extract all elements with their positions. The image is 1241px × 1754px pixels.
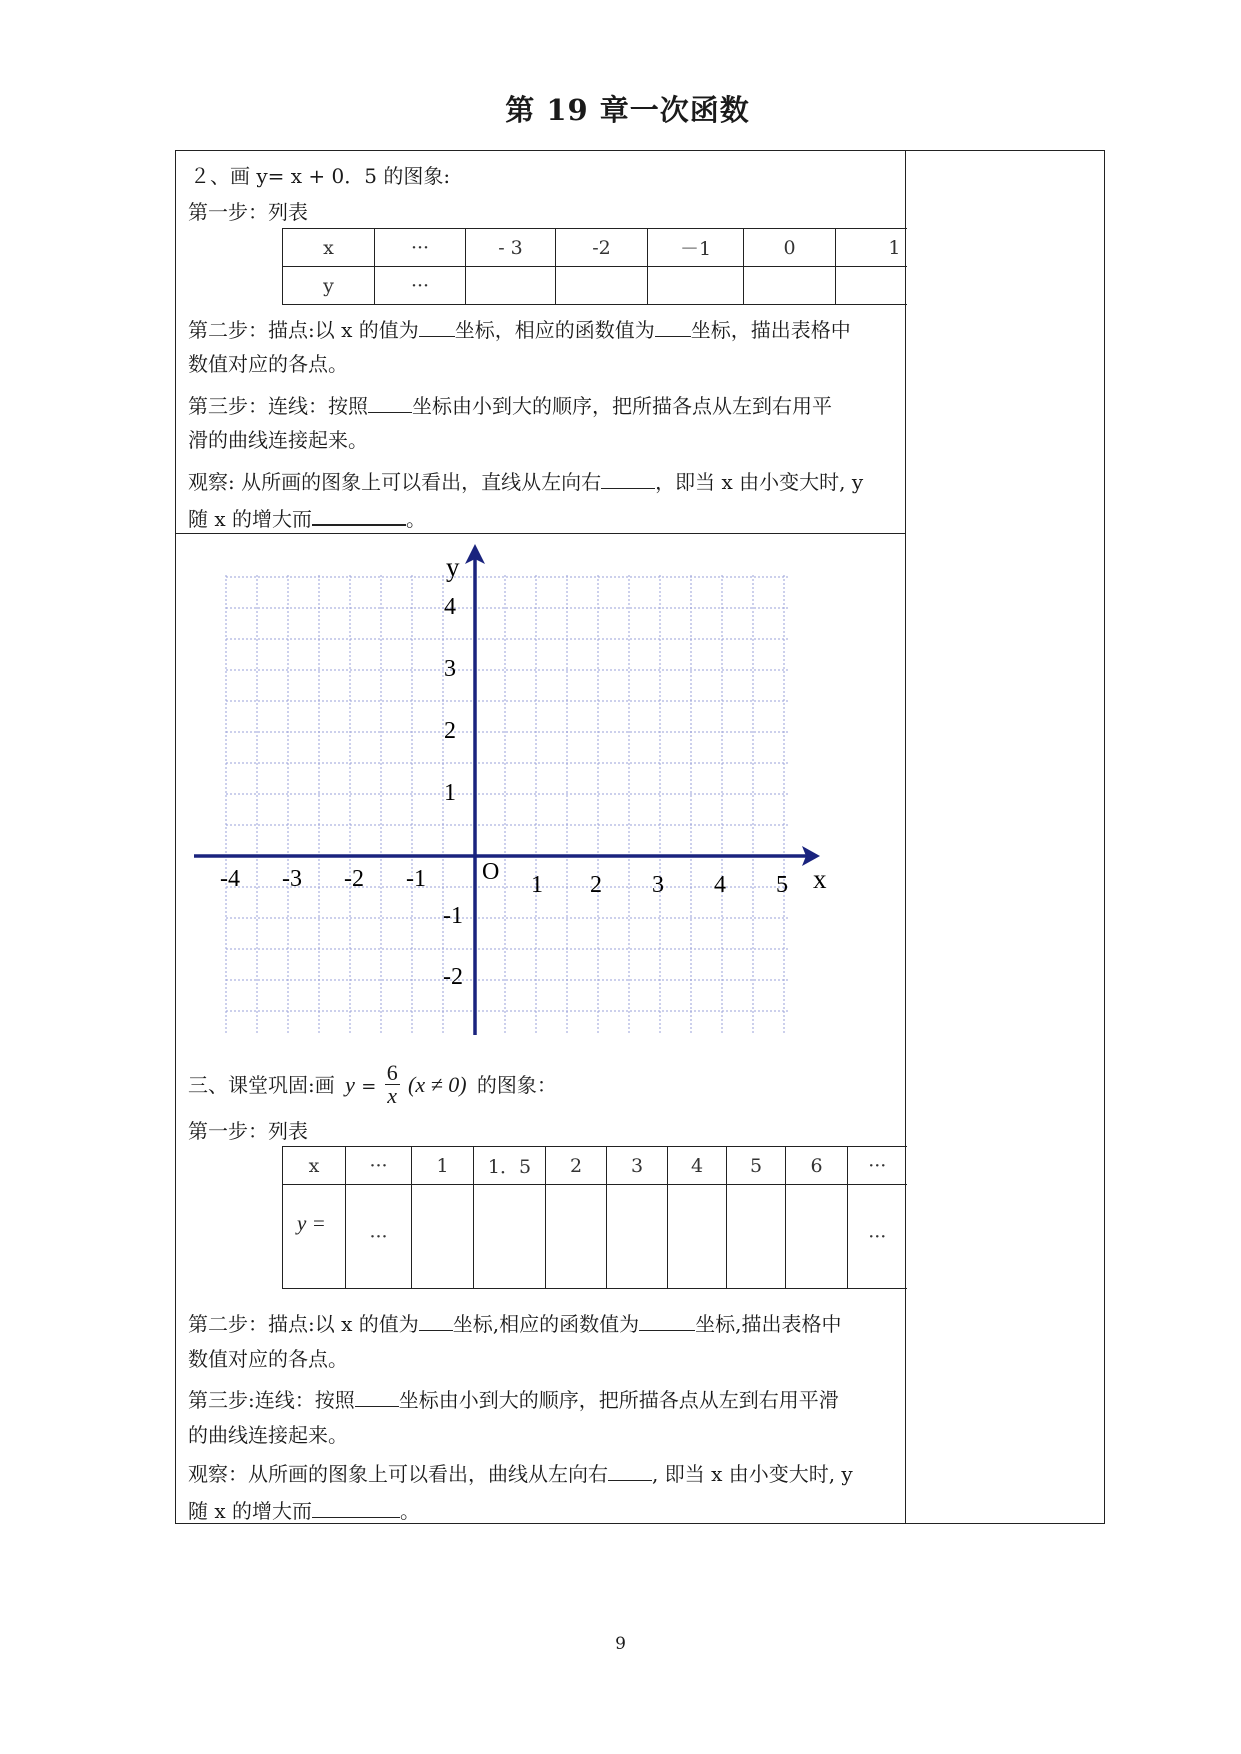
x-axis-label: x: [813, 864, 827, 894]
y-tick-label: 3: [444, 656, 456, 682]
s2-y-cell: ···: [375, 267, 466, 305]
answer-blank[interactable]: [639, 1312, 695, 1331]
s3-y-cell: [546, 1185, 607, 1289]
answer-blank[interactable]: [419, 318, 455, 337]
answer-blank[interactable]: [419, 1312, 453, 1331]
x-tick-label: 2: [590, 872, 602, 898]
s2-y-cell: [466, 267, 556, 305]
section2-observe-line1: 观察: 从所画的图象上可以看出，直线从左向右 ，即当 x 由小变大时, y: [188, 470, 864, 494]
section3-observe-line2: 随 x 的增大而 。: [188, 1499, 420, 1523]
section2-observe-line2: 随 x 的增大而 。: [188, 507, 426, 531]
answer-blank[interactable]: [368, 394, 412, 413]
section3-step3-line1: 第三步:连线：按照 坐标由小到大的顺序，把所描各点从左到右用平滑: [188, 1388, 839, 1412]
section3-heading: 三、课堂巩固:画 y = $\frac{6}{x}$ (x ≠ 0) 的图象：: [188, 1060, 557, 1108]
x-tick-label: -3: [282, 866, 302, 892]
x-tick-label: -4: [220, 866, 240, 892]
s2-x-cell: －1: [648, 229, 744, 267]
section2-step1: 第一步：列表: [188, 200, 308, 224]
x-tick-label: -2: [344, 866, 364, 892]
formula-numerator: 6: [386, 1060, 398, 1085]
section3-step2-line2: 数值对应的各点。: [188, 1347, 348, 1371]
s2-x-label: x: [283, 229, 375, 267]
x-tick-label: 4: [714, 872, 726, 898]
s3-x-cell: ···: [346, 1147, 412, 1185]
s3-x-label: x: [283, 1147, 346, 1185]
s2-y-cell: [744, 267, 836, 305]
s3-x-cell: 1．5: [474, 1147, 546, 1185]
answer-blank[interactable]: [608, 1462, 652, 1481]
coordinate-graph: [180, 540, 840, 1040]
s2-y-label: y: [283, 267, 375, 305]
section3-observe-line1: 观察：从所画的图象上可以看出，曲线从左向右 , 即当 x 由小变大时, y: [188, 1462, 853, 1486]
section2-value-table: [282, 228, 907, 305]
s3-x-cell: 6: [786, 1147, 848, 1185]
y-tick-labels: [443, 594, 463, 990]
x-tick-label: -1: [406, 866, 426, 892]
s3-x-cell: 3: [607, 1147, 668, 1185]
s3-x-cell: ···: [848, 1147, 907, 1185]
s2-x-cell: 1: [836, 229, 907, 267]
x-tick-labels: [220, 866, 788, 898]
origin-label: O: [482, 859, 500, 885]
s3-y-label: y =: [283, 1185, 346, 1289]
section2-step3-line1: 第三步：连线：按照 坐标由小到大的顺序，把所描各点从左到右用平: [188, 394, 832, 418]
section2-heading: ２、画 y= x + 0．5 的图象:: [190, 164, 451, 188]
s2-x-cell: ···: [375, 229, 466, 267]
s3-x-cell: 4: [668, 1147, 727, 1185]
s2-y-cell: [556, 267, 648, 305]
s3-y-cell: ···: [848, 1185, 907, 1289]
s3-y-cell: [668, 1185, 727, 1289]
s2-y-cell: [648, 267, 744, 305]
formula-equals: =: [361, 1076, 377, 1097]
s3-y-cell: [727, 1185, 786, 1289]
y-tick-label: -1: [443, 903, 463, 929]
formula-fraction: [385, 1062, 400, 1107]
graph-gridlines: [226, 575, 788, 1035]
s2-x-cell: - 3: [466, 229, 556, 267]
right-column-divider: [905, 150, 906, 1524]
answer-blank[interactable]: [601, 470, 655, 489]
y-axis-label: y: [446, 552, 460, 582]
formula-condition: (x ≠ 0): [408, 1072, 467, 1097]
s3-y-cell: ···: [346, 1185, 412, 1289]
s3-y-cell: [412, 1185, 474, 1289]
s3-y-cell: [474, 1185, 546, 1289]
section3-step1: 第一步：列表: [188, 1119, 308, 1143]
answer-blank[interactable]: [655, 318, 691, 337]
s3-x-cell: 1: [412, 1147, 474, 1185]
x-tick-label: 1: [531, 872, 543, 898]
x-tick-label: 3: [652, 872, 664, 898]
s3-x-cell: 5: [727, 1147, 786, 1185]
s3-y-cell: [786, 1185, 848, 1289]
section2-step2-line2: 数值对应的各点。: [188, 352, 348, 376]
answer-blank[interactable]: [355, 1388, 399, 1407]
page-title: 第 19 章一次函数: [505, 93, 750, 127]
s2-x-cell: -2: [556, 229, 648, 267]
section-divider: [175, 533, 906, 534]
s3-x-cell: 2: [546, 1147, 607, 1185]
formula-y: y: [345, 1072, 355, 1097]
y-tick-label: 4: [444, 594, 456, 620]
section3-value-table: [282, 1146, 907, 1289]
answer-blank[interactable]: [312, 506, 406, 526]
y-tick-label: -2: [443, 964, 463, 990]
y-tick-label: 1: [444, 780, 456, 806]
answer-blank[interactable]: [312, 1499, 400, 1518]
y-tick-label: 2: [444, 718, 456, 744]
page-number: 9: [615, 1634, 626, 1654]
section2-step3-line2: 滑的曲线连接起来。: [188, 428, 368, 452]
s2-y-cell: [836, 267, 907, 305]
s3-y-cell: [607, 1185, 668, 1289]
section2-step2-line1: 第二步：描点:以 x 的值为 坐标，相应的函数值为 坐标，描出表格中: [188, 318, 851, 342]
s2-x-cell: 0: [744, 229, 836, 267]
x-tick-label: 5: [776, 872, 788, 898]
section3-step2-line1: 第二步：描点:以 x 的值为 坐标,相应的函数值为 坐标,描出表格中: [188, 1312, 842, 1336]
formula-denominator: x: [387, 1083, 398, 1108]
section3-step3-line2: 的曲线连接起来。: [188, 1423, 348, 1447]
